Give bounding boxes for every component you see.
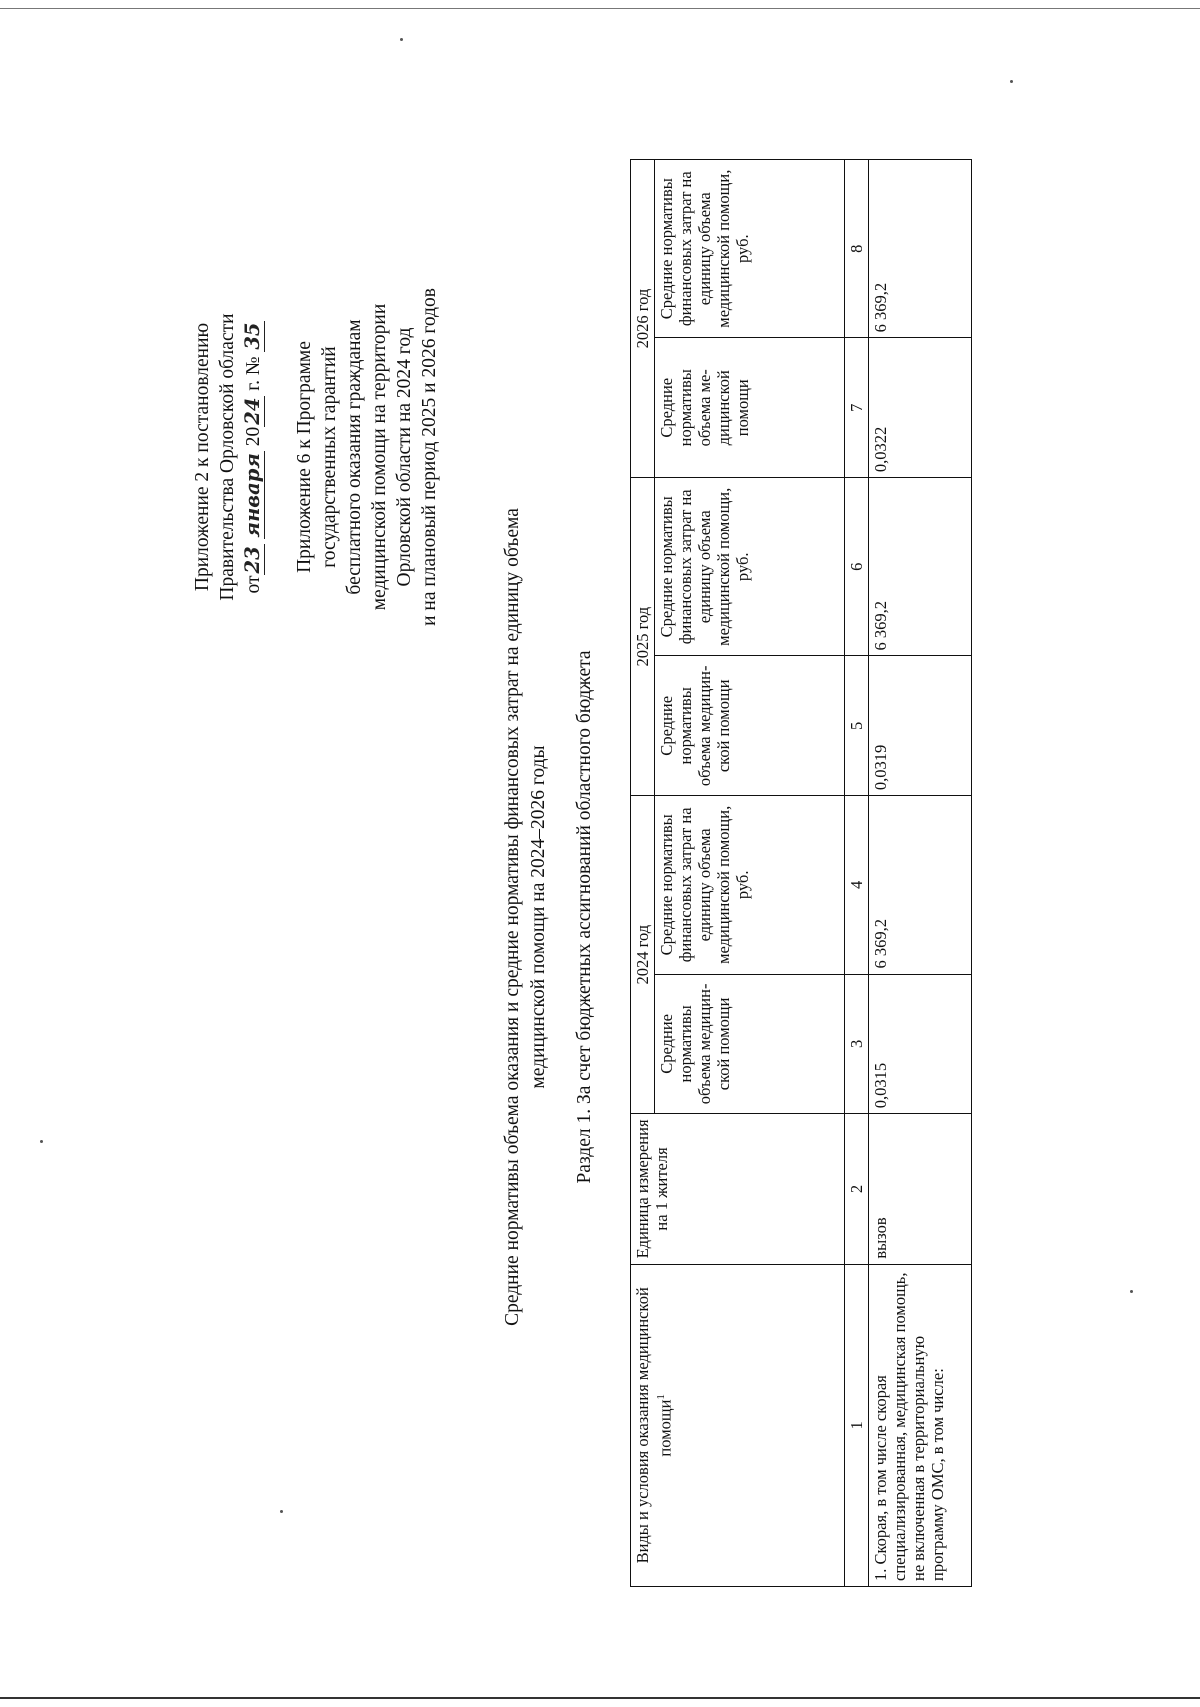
column-number: 2 [845,1114,869,1264]
column-number: 4 [845,796,869,974]
appendix-header [190,207,442,707]
norms-table [630,159,972,1587]
title-line: медицинской помощи на 2024–2026 годы [528,745,549,1089]
appendix-line: Приложение 6 к Программе [294,341,315,573]
row-volume-2024: 0,0315 [869,974,972,1114]
row-cost-2025: 6 369,2 [869,478,972,656]
appendix-line: Правительства Орловской области [217,313,238,601]
volume-header-2026: Средние нормативы объема ме-дицинской помощи [655,338,845,478]
table-row [869,160,972,1587]
appendix-line: и на плановый период 2025 и 2026 годов [419,288,440,626]
scan-edge-top [0,8,1200,9]
section-title: Раздел 1. За счет бюджетных ассигнований областного бюджета [574,650,595,1184]
cost-header-2025: Средние нормативы финансовых затрат на единицу объема медицинской помощи, руб. [655,478,845,656]
scan-speck [40,1140,43,1143]
rotated-document-page [100,50,1100,1657]
decree-date-line [240,207,266,707]
appendix-line: Приложение 2 к постановлению [192,322,213,592]
column-number: 5 [845,656,869,796]
cost-header-2024: Средние нормативы финансовых затрат на единицу объема медицинской помощи, руб. [655,796,845,974]
handwritten-month: января [241,453,264,538]
column-number: 7 [845,338,869,478]
title-line: Средние нормативы объема оказания и средние нормативы финансовых затрат на единицу объема [502,508,523,1326]
row-kind: 1. Скорая, в том числе скорая специализированная, медицинская помощь, не включенная в территориальную программу ОМС, в том числе: [869,1264,972,1586]
col-header-kind: Виды и условия оказания медицинской помощи$^1$ [631,1264,845,1586]
scan-speck [1130,1290,1133,1293]
date-prefix: от [243,575,264,594]
year-header-2026: 2026 год [631,160,655,478]
row-volume-2025: 0,0319 [869,656,972,796]
appendix-line: бесплатного оказания гражданам [344,319,365,595]
row-unit: вызов [869,1114,972,1264]
appendix-line: Орловской области на 2024 год [394,327,415,587]
volume-header-2024: Средние нормативы объема медицин-ской помощи [655,974,845,1114]
column-number: 3 [845,974,869,1114]
scan-speck [400,38,403,41]
handwritten-year: 24 [241,397,264,425]
scan-edge-bottom [0,1697,1200,1699]
row-cost-2026: 6 369,2 [869,160,972,338]
volume-header-2025: Средние нормативы объема медицин-ской помощи [655,656,845,796]
column-number: 6 [845,478,869,656]
cost-header-2026: Средние нормативы финансовых затрат на единицу объема медицинской помощи, руб. [655,160,845,338]
year-header-2024: 2024 год [631,796,655,1114]
appendix-line: медицинской помощи на территории [369,303,390,611]
row-volume-2026: 0,0322 [869,338,972,478]
year-prefix: 20 [243,426,264,447]
handwritten-number: 35 [241,322,264,350]
document-title [500,367,552,1467]
column-number: 8 [845,160,869,338]
col-header-unit: Единица измерения на 1 жителя [631,1114,845,1264]
column-numbers-row [845,160,869,1587]
row-cost-2024: 6 369,2 [869,796,972,974]
year-header-2025: 2025 год [631,478,655,796]
handwritten-day: 23 [241,546,264,574]
column-number: 1 [845,1264,869,1586]
number-label: г. № [243,356,264,391]
appendix-line: государственных гарантий [319,346,340,568]
table-header-row [631,160,655,1587]
